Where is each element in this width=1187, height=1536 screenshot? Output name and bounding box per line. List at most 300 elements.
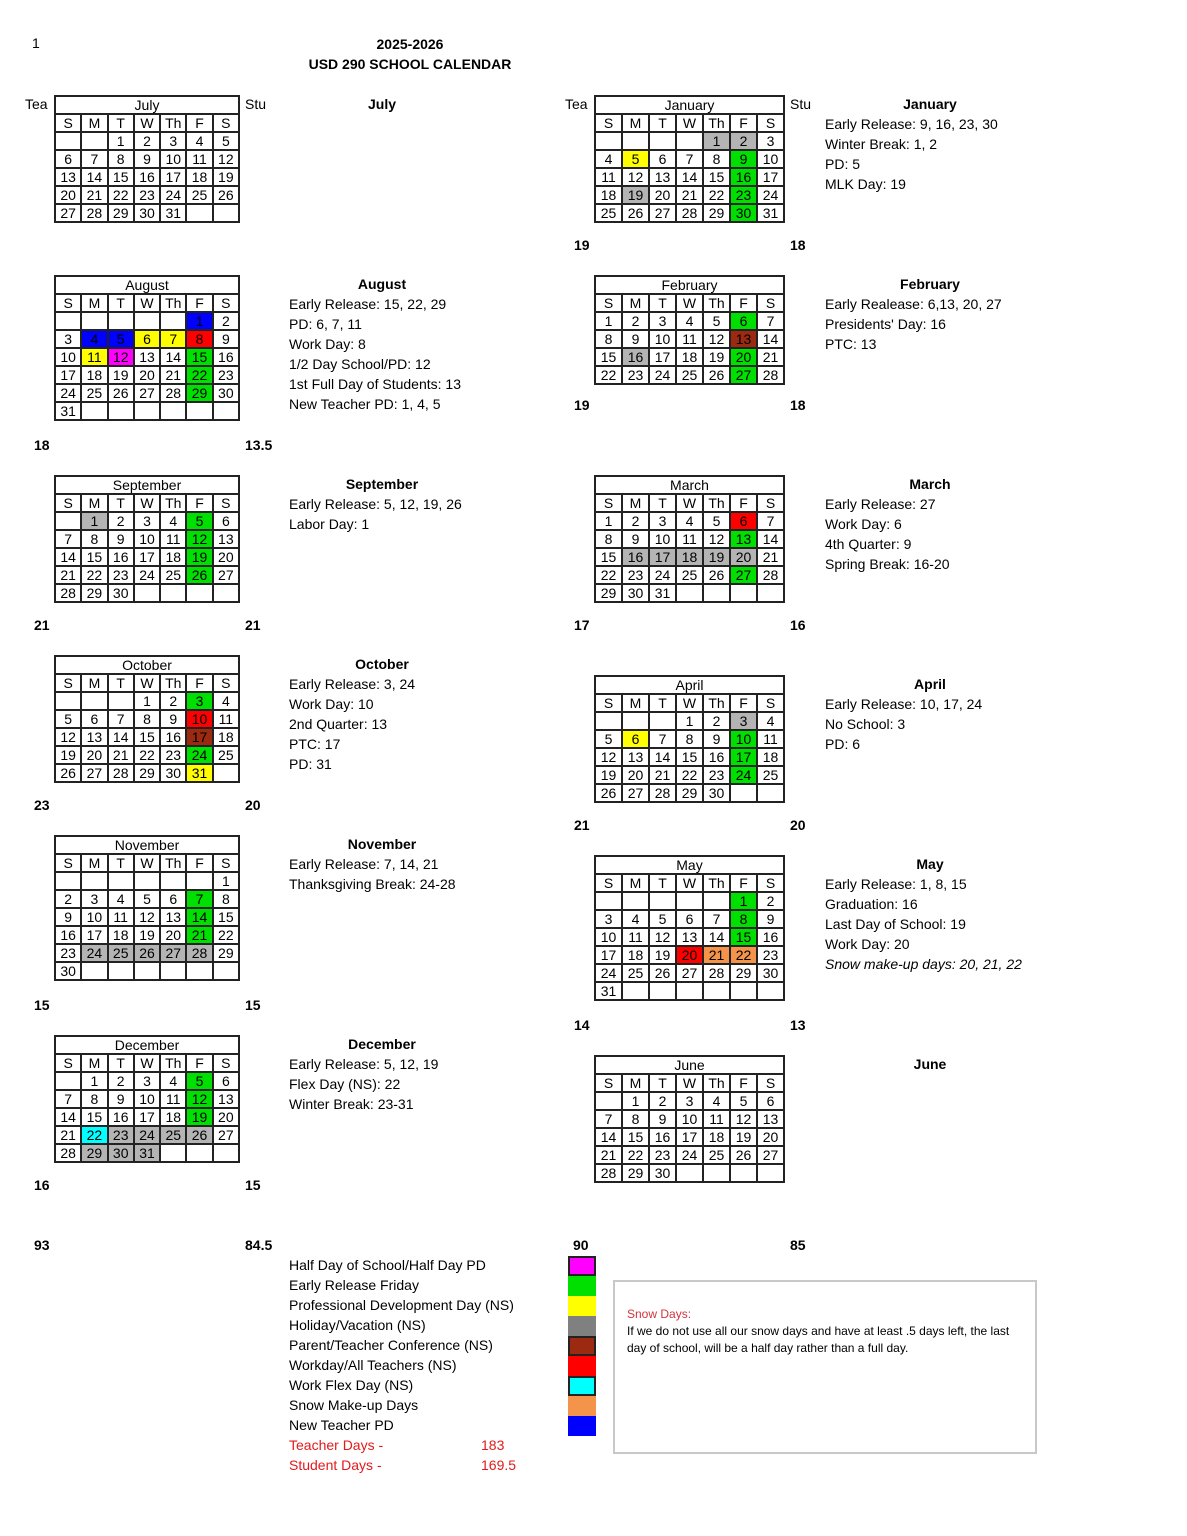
empty-cell xyxy=(81,692,107,710)
day-cell: 21 xyxy=(676,186,703,204)
day-cell: 22 xyxy=(595,566,622,584)
day-cell: 16 xyxy=(703,748,730,766)
day-cell: 15 xyxy=(676,748,703,766)
day-cell: 24 xyxy=(595,964,622,982)
empty-cell xyxy=(134,402,160,420)
day-cell: 5 xyxy=(213,132,239,150)
day-cell: 20 xyxy=(622,766,649,784)
day-cell: 11 xyxy=(757,730,784,748)
weekday-header: S xyxy=(55,294,81,312)
teacher-days-count: 23 xyxy=(34,797,50,813)
day-cell: 13 xyxy=(622,748,649,766)
day-cell: 23 xyxy=(134,186,160,204)
day-cell: 9 xyxy=(757,910,784,928)
weekday-header: F xyxy=(186,1054,212,1072)
day-cell: 31 xyxy=(55,402,81,420)
week-row xyxy=(55,908,239,926)
month-calendar-october xyxy=(54,655,240,783)
weekday-header: T xyxy=(649,494,676,512)
week-row xyxy=(595,132,784,150)
week-row xyxy=(55,962,239,980)
day-cell: 15 xyxy=(81,1108,107,1126)
day-cell: 12 xyxy=(213,150,239,168)
empty-cell xyxy=(213,584,239,602)
snow-days-heading: Snow Days: xyxy=(627,1307,692,1321)
day-cell: 4 xyxy=(703,1092,730,1110)
day-cell: 31 xyxy=(160,204,186,222)
empty-cell xyxy=(186,402,212,420)
day-cell: 4 xyxy=(186,132,212,150)
day-cell: 14 xyxy=(757,530,784,548)
day-cell: 9 xyxy=(730,150,757,168)
day-cell: 8 xyxy=(81,530,107,548)
day-cell: 30 xyxy=(622,584,649,602)
day-cell: 7 xyxy=(757,512,784,530)
empty-cell xyxy=(81,312,107,330)
day-cell: 15 xyxy=(186,348,212,366)
note-line: New Teacher PD: 1, 4, 5 xyxy=(289,396,441,412)
day-cell: 19 xyxy=(186,548,212,566)
weekday-header: T xyxy=(649,694,676,712)
teacher-days-count: 21 xyxy=(34,617,50,633)
notes-heading: December xyxy=(348,1036,416,1052)
note-line: No School: 3 xyxy=(825,716,906,732)
note-line: Work Day: 6 xyxy=(825,516,902,532)
empty-cell xyxy=(622,892,649,910)
day-cell: 10 xyxy=(134,1090,160,1108)
day-cell: 3 xyxy=(757,132,784,150)
day-cell: 29 xyxy=(108,204,134,222)
weekday-header: F xyxy=(186,674,212,692)
legend-label-new-teacher-pd: New Teacher PD xyxy=(289,1417,394,1433)
day-cell: 14 xyxy=(703,928,730,946)
month-notes-february xyxy=(825,274,1085,354)
weekday-header: W xyxy=(676,114,703,132)
weekday-header: Th xyxy=(703,294,730,312)
day-cell: 6 xyxy=(757,1092,784,1110)
teacher-days-label: Teacher Days - xyxy=(289,1437,384,1453)
day-cell: 5 xyxy=(730,1092,757,1110)
weekday-header: T xyxy=(108,114,134,132)
day-cell: 8 xyxy=(703,150,730,168)
day-cell: 3 xyxy=(649,312,676,330)
week-row xyxy=(55,312,239,330)
note-line: Early Release: 27 xyxy=(825,496,936,512)
day-cell: 7 xyxy=(186,890,212,908)
day-cell: 11 xyxy=(160,530,186,548)
week-row xyxy=(55,512,239,530)
weekday-header: F xyxy=(186,854,212,872)
legend-swatch-half-day xyxy=(568,1256,596,1276)
empty-cell xyxy=(676,892,703,910)
weekday-header: F xyxy=(730,694,757,712)
week-row xyxy=(55,1108,239,1126)
notes-heading: February xyxy=(900,276,960,292)
weekday-header: W xyxy=(134,674,160,692)
note-line: 1st Full Day of Students: 13 xyxy=(289,376,461,392)
day-cell: 5 xyxy=(649,910,676,928)
day-cell: 30 xyxy=(134,204,160,222)
note-line: Spring Break: 16-20 xyxy=(825,556,950,572)
weekday-header: Th xyxy=(160,674,186,692)
empty-cell xyxy=(186,872,212,890)
month-calendar-december xyxy=(54,1035,240,1163)
weekday-header: M xyxy=(622,874,649,892)
day-cell: 26 xyxy=(649,964,676,982)
day-cell: 7 xyxy=(81,150,107,168)
day-cell: 11 xyxy=(108,908,134,926)
empty-cell xyxy=(186,1144,212,1162)
month-notes-december xyxy=(252,1034,512,1114)
teacher-days-count: 17 xyxy=(574,617,590,633)
week-row xyxy=(595,512,784,530)
day-cell: 8 xyxy=(213,890,239,908)
legend-label-early-release: Early Release Friday xyxy=(289,1277,419,1293)
day-cell: 13 xyxy=(757,1110,784,1128)
day-cell: 29 xyxy=(213,944,239,962)
day-cell: 3 xyxy=(81,890,107,908)
day-cell: 30 xyxy=(160,764,186,782)
empty-cell xyxy=(108,312,134,330)
day-cell: 23 xyxy=(649,1146,676,1164)
day-cell: 11 xyxy=(595,168,622,186)
day-cell: 4 xyxy=(595,150,622,168)
week-row xyxy=(55,890,239,908)
day-cell: 26 xyxy=(186,1126,212,1144)
day-cell: 17 xyxy=(81,926,107,944)
day-cell: 3 xyxy=(55,330,81,348)
legend-swatch-workday xyxy=(568,1356,596,1376)
day-cell: 18 xyxy=(622,946,649,964)
day-cell: 29 xyxy=(676,784,703,802)
day-cell: 7 xyxy=(595,1110,622,1128)
day-cell: 5 xyxy=(55,710,81,728)
day-cell: 18 xyxy=(81,366,107,384)
empty-cell xyxy=(186,204,212,222)
day-cell: 17 xyxy=(160,168,186,186)
day-cell: 21 xyxy=(703,946,730,964)
week-row xyxy=(55,1126,239,1144)
legend-swatch-pd xyxy=(568,1296,596,1316)
month-name: May xyxy=(595,856,784,874)
day-cell: 28 xyxy=(649,784,676,802)
week-row xyxy=(595,712,784,730)
day-cell: 15 xyxy=(108,168,134,186)
month-name: January xyxy=(595,96,784,114)
day-cell: 21 xyxy=(595,1146,622,1164)
empty-cell xyxy=(213,1144,239,1162)
weekday-header: M xyxy=(622,494,649,512)
day-cell: 23 xyxy=(213,366,239,384)
day-cell: 29 xyxy=(703,204,730,222)
weekday-header: F xyxy=(730,1074,757,1092)
week-row xyxy=(55,150,239,168)
day-cell: 10 xyxy=(55,348,81,366)
day-cell: 8 xyxy=(622,1110,649,1128)
month-calendar-july xyxy=(54,95,240,223)
day-cell: 27 xyxy=(676,964,703,982)
day-cell: 22 xyxy=(108,186,134,204)
note-line: PD: 31 xyxy=(289,756,332,772)
month-name: November xyxy=(55,836,239,854)
day-cell: 23 xyxy=(730,186,757,204)
legend-label-pd: Professional Development Day (NS) xyxy=(289,1297,514,1313)
day-cell: 18 xyxy=(213,728,239,746)
day-cell: 16 xyxy=(108,548,134,566)
weekday-header: S xyxy=(213,674,239,692)
day-cell: 22 xyxy=(703,186,730,204)
weekday-header: M xyxy=(81,674,107,692)
day-cell: 27 xyxy=(55,204,81,222)
snow-days-note xyxy=(613,1280,1037,1454)
empty-cell xyxy=(134,962,160,980)
empty-cell xyxy=(649,132,676,150)
month-name: August xyxy=(55,276,239,294)
day-cell: 24 xyxy=(676,1146,703,1164)
day-cell: 8 xyxy=(186,330,212,348)
day-cell: 3 xyxy=(595,910,622,928)
empty-cell xyxy=(108,692,134,710)
day-cell: 4 xyxy=(757,712,784,730)
day-cell: 15 xyxy=(730,928,757,946)
note-line: PD: 6, 7, 11 xyxy=(289,316,362,332)
day-cell: 20 xyxy=(213,1108,239,1126)
day-cell: 31 xyxy=(649,584,676,602)
day-cell: 16 xyxy=(622,348,649,366)
day-cell: 14 xyxy=(186,908,212,926)
month-notes-september xyxy=(252,474,512,534)
day-cell: 15 xyxy=(213,908,239,926)
day-cell: 25 xyxy=(595,204,622,222)
day-cell: 5 xyxy=(703,312,730,330)
day-cell: 30 xyxy=(55,962,81,980)
note-line: Early Release: 1, 8, 15 xyxy=(825,876,967,892)
weekday-header: Th xyxy=(703,494,730,512)
weekday-header: Th xyxy=(160,854,186,872)
day-cell: 1 xyxy=(730,892,757,910)
day-cell: 23 xyxy=(108,566,134,584)
day-cell: 6 xyxy=(81,710,107,728)
day-cell: 24 xyxy=(81,944,107,962)
day-cell: 1 xyxy=(81,1072,107,1090)
day-cell: 12 xyxy=(55,728,81,746)
day-cell: 7 xyxy=(160,330,186,348)
day-cell: 25 xyxy=(703,1146,730,1164)
notes-heading: June xyxy=(913,1056,947,1072)
weekday-header: Th xyxy=(703,1074,730,1092)
week-row xyxy=(595,150,784,168)
weekday-header: W xyxy=(676,494,703,512)
weekday-header: F xyxy=(730,494,757,512)
empty-cell xyxy=(186,584,212,602)
day-cell: 16 xyxy=(160,728,186,746)
legend-swatch-snow xyxy=(568,1396,596,1416)
day-cell: 1 xyxy=(213,872,239,890)
day-cell: 6 xyxy=(676,910,703,928)
empty-cell xyxy=(213,764,239,782)
day-cell: 2 xyxy=(757,892,784,910)
weekday-header: W xyxy=(134,494,160,512)
day-cell: 13 xyxy=(730,330,757,348)
teacher-days-count: 14 xyxy=(574,1017,590,1033)
day-cell: 10 xyxy=(160,150,186,168)
day-cell: 8 xyxy=(595,330,622,348)
day-cell: 20 xyxy=(757,1128,784,1146)
week-row xyxy=(55,186,239,204)
legend-swatch-flex xyxy=(568,1376,596,1396)
weekday-header: W xyxy=(134,294,160,312)
day-cell: 20 xyxy=(55,186,81,204)
empty-cell xyxy=(55,512,81,530)
empty-cell xyxy=(649,892,676,910)
day-cell: 18 xyxy=(108,926,134,944)
week-row xyxy=(55,330,239,348)
day-cell: 7 xyxy=(676,150,703,168)
week-row xyxy=(55,402,239,420)
weekday-header: Th xyxy=(160,114,186,132)
day-cell: 24 xyxy=(730,766,757,784)
day-cell: 28 xyxy=(757,366,784,384)
weekday-header: S xyxy=(757,294,784,312)
weekday-header: M xyxy=(622,294,649,312)
day-cell: 3 xyxy=(134,512,160,530)
day-cell: 26 xyxy=(134,944,160,962)
day-cell: 2 xyxy=(213,312,239,330)
day-cell: 14 xyxy=(108,728,134,746)
empty-cell xyxy=(595,1092,622,1110)
day-cell: 4 xyxy=(81,330,107,348)
weekday-header: M xyxy=(622,114,649,132)
week-row xyxy=(55,710,239,728)
empty-cell xyxy=(676,1164,703,1182)
day-cell: 2 xyxy=(108,1072,134,1090)
teacher-days-count: 18 xyxy=(34,437,50,453)
month-name: April xyxy=(595,676,784,694)
empty-cell xyxy=(676,132,703,150)
empty-cell xyxy=(703,982,730,1000)
notes-heading: September xyxy=(345,476,419,492)
day-cell: 10 xyxy=(595,928,622,946)
day-cell: 15 xyxy=(134,728,160,746)
empty-cell xyxy=(55,1072,81,1090)
teacher-days-count: 16 xyxy=(34,1177,50,1193)
week-row xyxy=(55,384,239,402)
day-cell: 3 xyxy=(676,1092,703,1110)
empty-cell xyxy=(55,692,81,710)
empty-cell xyxy=(730,982,757,1000)
day-cell: 10 xyxy=(81,908,107,926)
day-cell: 23 xyxy=(622,366,649,384)
note-line: Early Release: 15, 22, 29 xyxy=(289,296,447,312)
day-cell: 6 xyxy=(160,890,186,908)
day-cell: 15 xyxy=(622,1128,649,1146)
week-row xyxy=(55,872,239,890)
day-cell: 10 xyxy=(649,530,676,548)
note-line: Work Day: 8 xyxy=(289,336,366,352)
teacher-column-label: Tea xyxy=(25,96,48,112)
day-cell: 11 xyxy=(676,330,703,348)
week-row xyxy=(595,748,784,766)
page-number: 1 xyxy=(32,35,40,51)
weekday-header: S xyxy=(595,874,622,892)
day-cell: 12 xyxy=(649,928,676,946)
day-cell: 30 xyxy=(213,384,239,402)
day-cell: 19 xyxy=(134,926,160,944)
day-cell: 13 xyxy=(55,168,81,186)
day-cell: 4 xyxy=(213,692,239,710)
day-cell: 14 xyxy=(676,168,703,186)
notes-heading: May xyxy=(916,856,944,872)
empty-cell xyxy=(55,872,81,890)
day-cell: 22 xyxy=(622,1146,649,1164)
day-cell: 10 xyxy=(676,1110,703,1128)
empty-cell xyxy=(595,892,622,910)
day-cell: 8 xyxy=(595,530,622,548)
note-line: Early Release: 3, 24 xyxy=(289,676,416,692)
month-calendar-march xyxy=(594,475,785,603)
day-cell: 20 xyxy=(676,946,703,964)
day-cell: 17 xyxy=(730,748,757,766)
week-row xyxy=(55,1072,239,1090)
day-cell: 19 xyxy=(703,548,730,566)
day-cell: 21 xyxy=(186,926,212,944)
weekday-header: S xyxy=(595,694,622,712)
day-cell: 8 xyxy=(730,910,757,928)
day-cell: 21 xyxy=(108,746,134,764)
note-line: Early Release: 5, 12, 19, 26 xyxy=(289,496,462,512)
day-cell: 19 xyxy=(55,746,81,764)
week-row xyxy=(55,692,239,710)
day-cell: 7 xyxy=(55,530,81,548)
weekday-header: W xyxy=(676,694,703,712)
day-cell: 20 xyxy=(649,186,676,204)
day-cell: 9 xyxy=(213,330,239,348)
day-cell: 31 xyxy=(134,1144,160,1162)
day-cell: 2 xyxy=(649,1092,676,1110)
day-cell: 23 xyxy=(108,1126,134,1144)
day-cell: 4 xyxy=(108,890,134,908)
note-line: Last Day of School: 19 xyxy=(825,916,966,932)
student-days-count: 21 xyxy=(245,617,261,633)
note-line: Early Release: 9, 16, 23, 30 xyxy=(825,116,998,132)
day-cell: 22 xyxy=(81,566,107,584)
weekday-header: S xyxy=(213,494,239,512)
day-cell: 24 xyxy=(134,566,160,584)
day-cell: 24 xyxy=(649,366,676,384)
day-cell: 23 xyxy=(55,944,81,962)
day-cell: 28 xyxy=(703,964,730,982)
day-cell: 12 xyxy=(703,530,730,548)
weekday-header: F xyxy=(730,114,757,132)
day-cell: 2 xyxy=(108,512,134,530)
empty-cell xyxy=(108,402,134,420)
weekday-header: W xyxy=(134,114,160,132)
first-semester-student-days: 84.5 xyxy=(245,1237,273,1253)
day-cell: 11 xyxy=(160,1090,186,1108)
month-name: December xyxy=(55,1036,239,1054)
day-cell: 16 xyxy=(213,348,239,366)
day-cell: 24 xyxy=(55,384,81,402)
day-cell: 10 xyxy=(730,730,757,748)
day-cell: 29 xyxy=(134,764,160,782)
day-cell: 14 xyxy=(55,1108,81,1126)
day-cell: 26 xyxy=(108,384,134,402)
day-cell: 28 xyxy=(186,944,212,962)
day-cell: 22 xyxy=(730,946,757,964)
week-row xyxy=(595,1128,784,1146)
weekday-header: W xyxy=(676,294,703,312)
weekday-header: Th xyxy=(160,1054,186,1072)
